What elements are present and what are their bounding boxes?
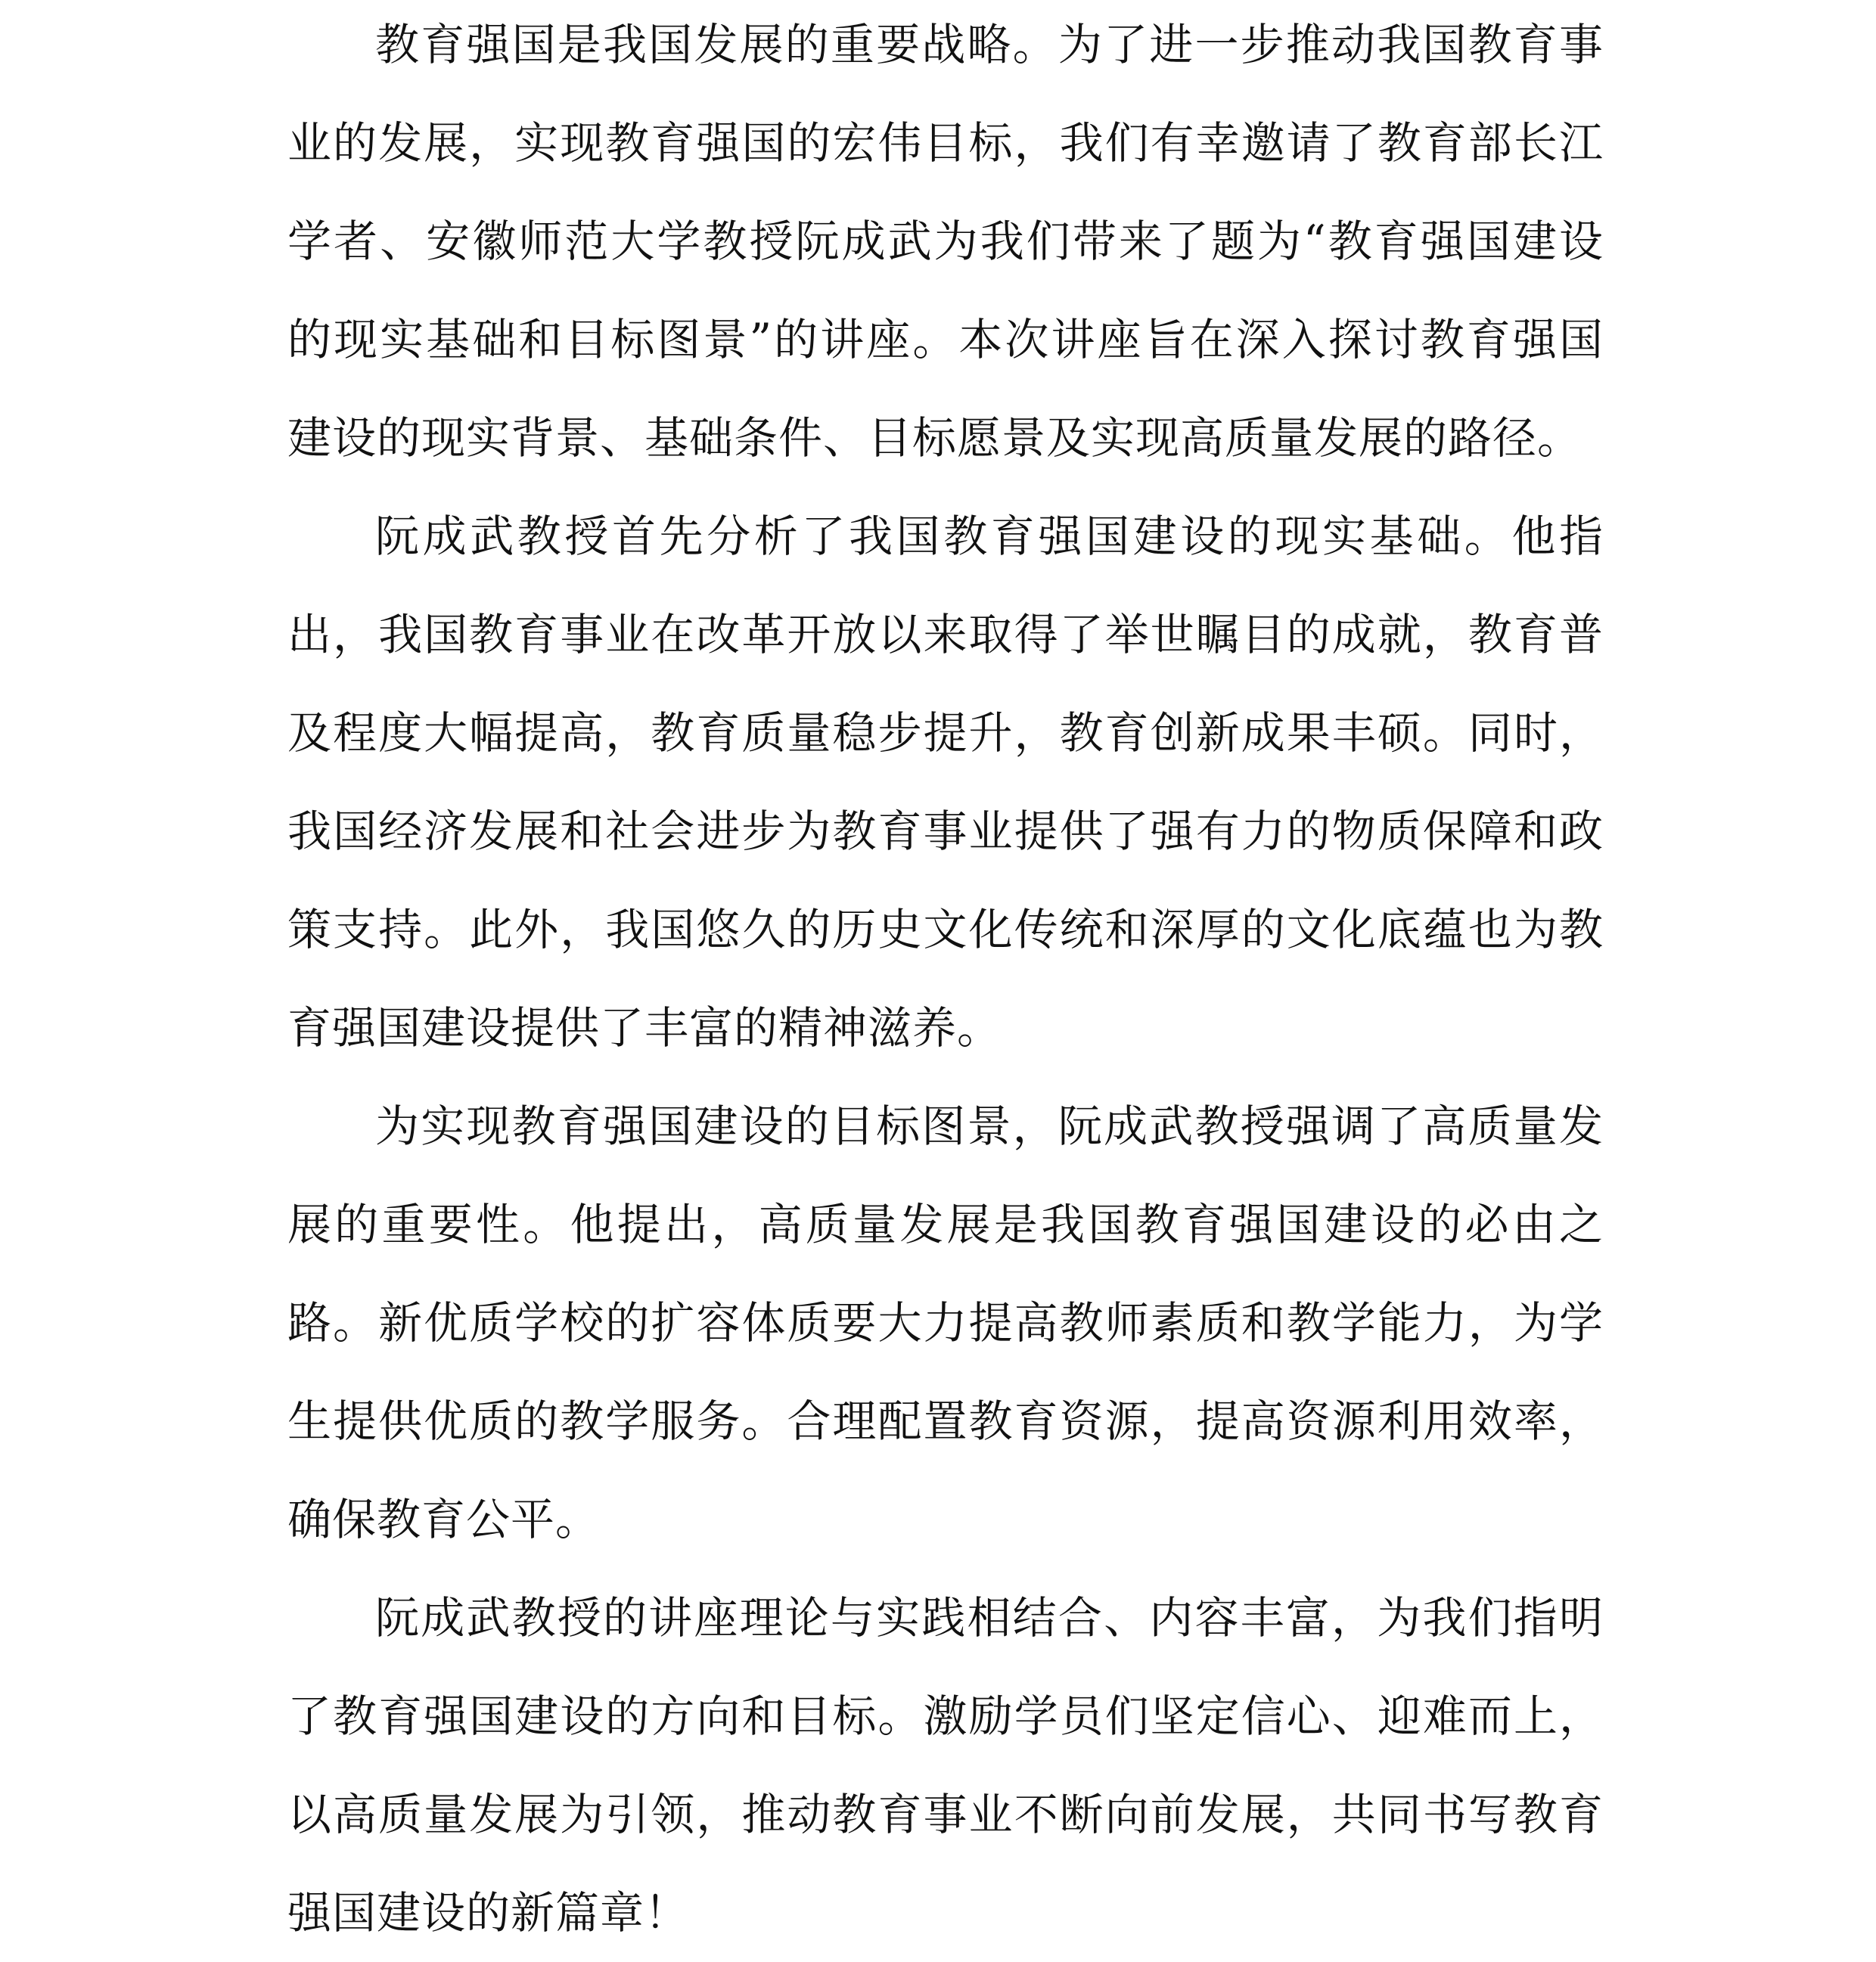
article-body bbox=[287, 0, 1604, 1962]
paragraph-conclusion: 阮成武教授的讲座理论与实践相结合、内容丰富，为我们指明了教育强国建设的方向和目标。激励学员们坚定信心、迎难而上，以高质量发展为引领，推动教育事业不断向前发展，共同书写教育强国建设的新篇章！ bbox=[287, 1592, 1604, 1939]
paragraph-foundation: 阮成武教授首先分析了我国教育强国建设的现实基础。他指出，我国教育事业在改革开放以来取得了举世瞩目的成就，教育普及程度大幅提高，教育质量稳步提升，教育创新成果丰硕。同时，我国经济发展和社会进步为教育事业提供了强有力的物质保障和政策支持。此外，我国悠久的历史文化传统和深厚的文化底蕴也为教育强国建设提供了丰富的精神滋养。 bbox=[287, 511, 1604, 1054]
paragraph-high-quality-development: 为实现教育强国建设的目标图景，阮成武教授强调了高质量发展的重要性。他提出，高质量发展是我国教育强国建设的必由之路。新优质学校的扩容体质要大力提高教师素质和教学能力，为学生提供优质的教学服务。合理配置教育资源，提高资源利用效率，确保教育公平。 bbox=[287, 1101, 1604, 1545]
paragraph-intro: 教育强国是我国发展的重要战略。为了进一步推动我国教育事业的发展，实现教育强国的宏伟目标，我们有幸邀请了教育部长江学者、安徽师范大学教授阮成武为我们带来了题为“教育强国建设的现实基础和目标图景”的讲座。本次讲座旨在深入探讨教育强国建设的现实背景、基础条件、目标愿景及实现高质量发展的路径。 bbox=[287, 19, 1604, 464]
